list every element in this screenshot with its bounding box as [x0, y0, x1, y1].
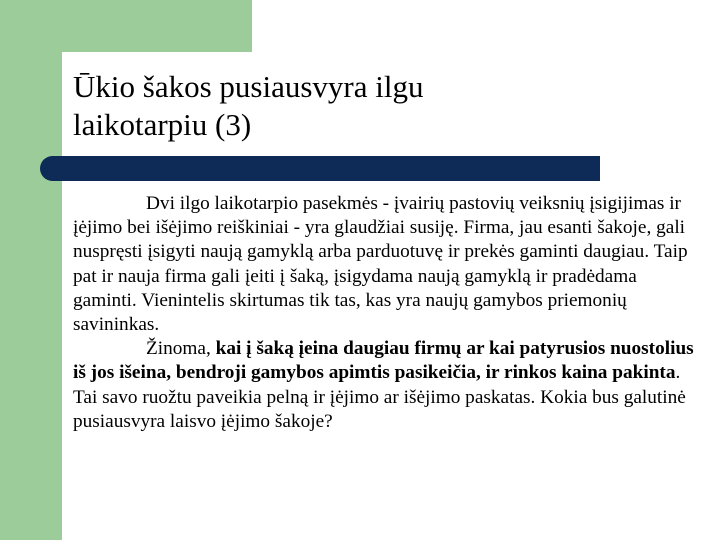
paragraph-2: [73, 337, 705, 434]
paragraph-2-start: Žinoma,: [146, 338, 216, 360]
paragraph-1: Dvi ilgo laikotarpio pasekmės - įvairių pastovių veiksnių įsigijimas ir įėjimo bei išėjimo reiškiniai - yra glaudžiai susiję. Firma, jau esanti šakoje, gali nuspręsti įsigyti naują gamyklą arba parduotuvę ir prekės gaminti daugiau. Taip pat ir nauja firma gali įeiti į šaką, įsigydama naują gamyklą ir pradėdama gaminti. Vienintelis skirtumas tik tas, kas yra naujų gamybos priemonių savininkas.: [73, 193, 688, 336]
slide-body: [73, 192, 705, 434]
slide-title: [73, 68, 633, 144]
title-line-2: laikotarpiu (3): [73, 107, 252, 142]
title-line-1: Ūkio šakos pusiausvyra ilgu: [73, 69, 424, 104]
paragraph-2-end: . Tai savo ruožtu paveikia pelną ir įėjimo ar išėjimo paskatas. Kokia bus galutinė pusiausvyra laisvo įėjimo šakoje?: [73, 362, 686, 432]
title-divider-bar: [40, 156, 600, 181]
paragraph-2-bold: kai į šaką įeina daugiau firmų ar kai patyrusios nuostolius iš jos išeina, bendroji gamybos apimtis pasikeičia, ir rinkos kaina pakinta: [73, 338, 694, 384]
